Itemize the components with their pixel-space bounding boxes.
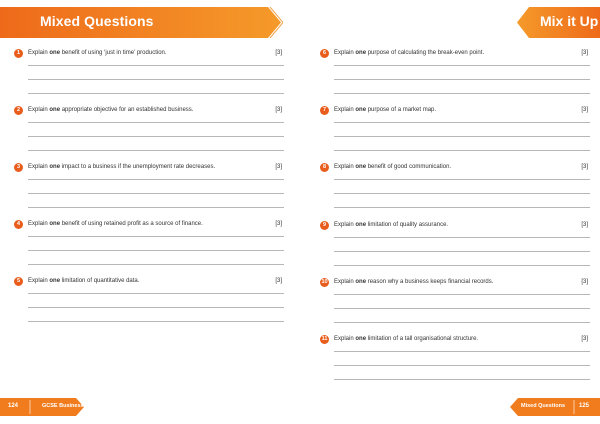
answer-line[interactable] (334, 136, 590, 137)
question-text-start: Explain (28, 221, 50, 227)
question-text-emphasis: one (49, 221, 61, 227)
question-item (14, 163, 284, 223)
question-text-start: Explain (28, 278, 50, 284)
answer-line[interactable] (28, 79, 284, 80)
question-item (320, 221, 590, 281)
answer-line[interactable] (334, 93, 590, 94)
question-text-emphasis: one (355, 336, 367, 342)
question-text (28, 106, 193, 115)
question-text-end: benefit of good communication. (366, 164, 452, 171)
question-item (14, 277, 284, 337)
question-text-start: Explain (334, 164, 356, 171)
question-item (14, 106, 284, 166)
question-item (320, 49, 590, 109)
question-text-end: limitation of a tall organisational structure. (366, 336, 479, 342)
right-footer-tab (510, 398, 600, 416)
question-number-badge: 5 (14, 277, 23, 286)
question-marks: [3] (275, 107, 282, 113)
answer-line[interactable] (334, 294, 590, 295)
question-text-end: appropriate objective for an established business. (60, 107, 194, 113)
question-marks: [3] (275, 164, 282, 170)
question-text-start: Explain (334, 50, 356, 56)
answer-line[interactable] (28, 307, 284, 308)
question-text-end: impact to a business if the unemployment rate decreases. (60, 164, 216, 170)
question-text-emphasis: one (355, 164, 367, 171)
question-text-start: Explain (334, 221, 356, 228)
question-text-end: purpose of calculating the break-even point. (366, 50, 485, 56)
left-footer-tab (0, 398, 84, 416)
left-footer-label: GCSE Business (42, 403, 84, 409)
question-text (28, 220, 203, 229)
question-item (320, 106, 590, 166)
question-text-emphasis: one (49, 107, 61, 113)
question-text-end: reason why a business keeps financial records. (366, 278, 494, 285)
question-number-badge: 2 (14, 106, 23, 115)
question-text-start: Explain (334, 107, 356, 114)
answer-line[interactable] (28, 150, 284, 151)
section-title: Mix it Up (540, 13, 599, 29)
question-text (334, 49, 484, 58)
question-number-badge: 4 (14, 220, 23, 229)
answer-line[interactable] (28, 65, 284, 66)
right-page-number: 125 (579, 403, 590, 409)
question-number-badge: 7 (320, 106, 329, 115)
question-text-end: limitation of quantitative data. (60, 278, 140, 284)
question-item (320, 163, 590, 223)
question-text (334, 278, 493, 287)
question-marks: [3] (275, 278, 282, 284)
answer-line[interactable] (334, 122, 590, 123)
answer-line[interactable] (28, 236, 284, 237)
question-number-badge: 3 (14, 163, 23, 172)
answer-line[interactable] (28, 136, 284, 137)
question-number-badge: 10 (321, 278, 328, 285)
answer-line[interactable] (334, 322, 590, 323)
question-text-end: purpose of a market map. (366, 107, 437, 114)
answer-line[interactable] (28, 122, 284, 123)
question-text-start: Explain (334, 278, 356, 285)
question-text-end: benefit of using retained profit as a source of finance. (60, 221, 203, 227)
question-number-badge: 1 (14, 49, 23, 58)
answer-line[interactable] (28, 321, 284, 322)
answer-line[interactable] (334, 179, 590, 180)
question-marks: [3] (275, 50, 282, 56)
answer-line[interactable] (334, 365, 590, 366)
question-text-emphasis: one (355, 107, 367, 114)
question-text-start: Explain (28, 164, 50, 170)
question-text-emphasis: one (355, 221, 367, 228)
question-text-emphasis: one (355, 50, 367, 56)
answer-line[interactable] (28, 193, 284, 194)
right-footer-label: Mixed Questions (521, 403, 566, 409)
left-page-number: 124 (8, 403, 19, 409)
answer-line[interactable] (334, 237, 590, 238)
question-text-emphasis: one (49, 278, 61, 284)
question-text-emphasis: one (49, 164, 61, 170)
question-marks: [3] (581, 50, 588, 56)
question-text-start: Explain (28, 50, 50, 56)
question-marks: [3] (581, 221, 588, 228)
page-title: Mixed Questions (40, 13, 154, 29)
answer-line[interactable] (334, 251, 590, 252)
question-text (28, 163, 215, 172)
answer-line[interactable] (28, 207, 284, 208)
answer-line[interactable] (334, 379, 590, 380)
answer-line[interactable] (334, 308, 590, 309)
question-text-start: Explain (28, 107, 50, 113)
answer-line[interactable] (28, 293, 284, 294)
question-number-badge: 6 (320, 49, 329, 58)
answer-line[interactable] (334, 150, 590, 151)
question-item (14, 220, 284, 280)
answer-line[interactable] (28, 264, 284, 265)
answer-line[interactable] (28, 179, 284, 180)
question-text-emphasis: one (355, 278, 367, 285)
answer-line[interactable] (334, 207, 590, 208)
question-text-start: Explain (334, 336, 356, 342)
question-text (28, 49, 167, 58)
question-text (334, 221, 448, 230)
question-text-end: benefit of using ‘just in time’ production. (60, 50, 167, 56)
answer-line[interactable] (28, 250, 284, 251)
answer-line[interactable] (334, 79, 590, 80)
answer-line[interactable] (334, 265, 590, 266)
question-item (320, 335, 590, 395)
answer-line[interactable] (334, 193, 590, 194)
question-item (14, 49, 284, 109)
answer-line[interactable] (28, 93, 284, 94)
question-marks: [3] (275, 221, 282, 227)
answer-line[interactable] (334, 65, 590, 66)
right-page (300, 0, 600, 424)
question-number-badge: 8 (320, 163, 329, 172)
left-header-banner (0, 7, 283, 38)
question-text-emphasis: one (49, 50, 61, 56)
question-text (334, 106, 436, 115)
question-text (334, 163, 451, 172)
question-marks: [3] (581, 336, 588, 342)
question-text (28, 277, 139, 286)
question-number-badge: 11 (321, 336, 328, 342)
question-marks: [3] (581, 278, 588, 285)
question-marks: [3] (581, 107, 588, 114)
answer-line[interactable] (334, 351, 590, 352)
question-text-end: limitation of quality assurance. (366, 221, 449, 228)
question-number-badge: 9 (320, 221, 329, 230)
question-text (334, 335, 478, 344)
right-header-banner (515, 7, 600, 38)
question-marks: [3] (581, 164, 588, 171)
question-item (320, 278, 590, 338)
